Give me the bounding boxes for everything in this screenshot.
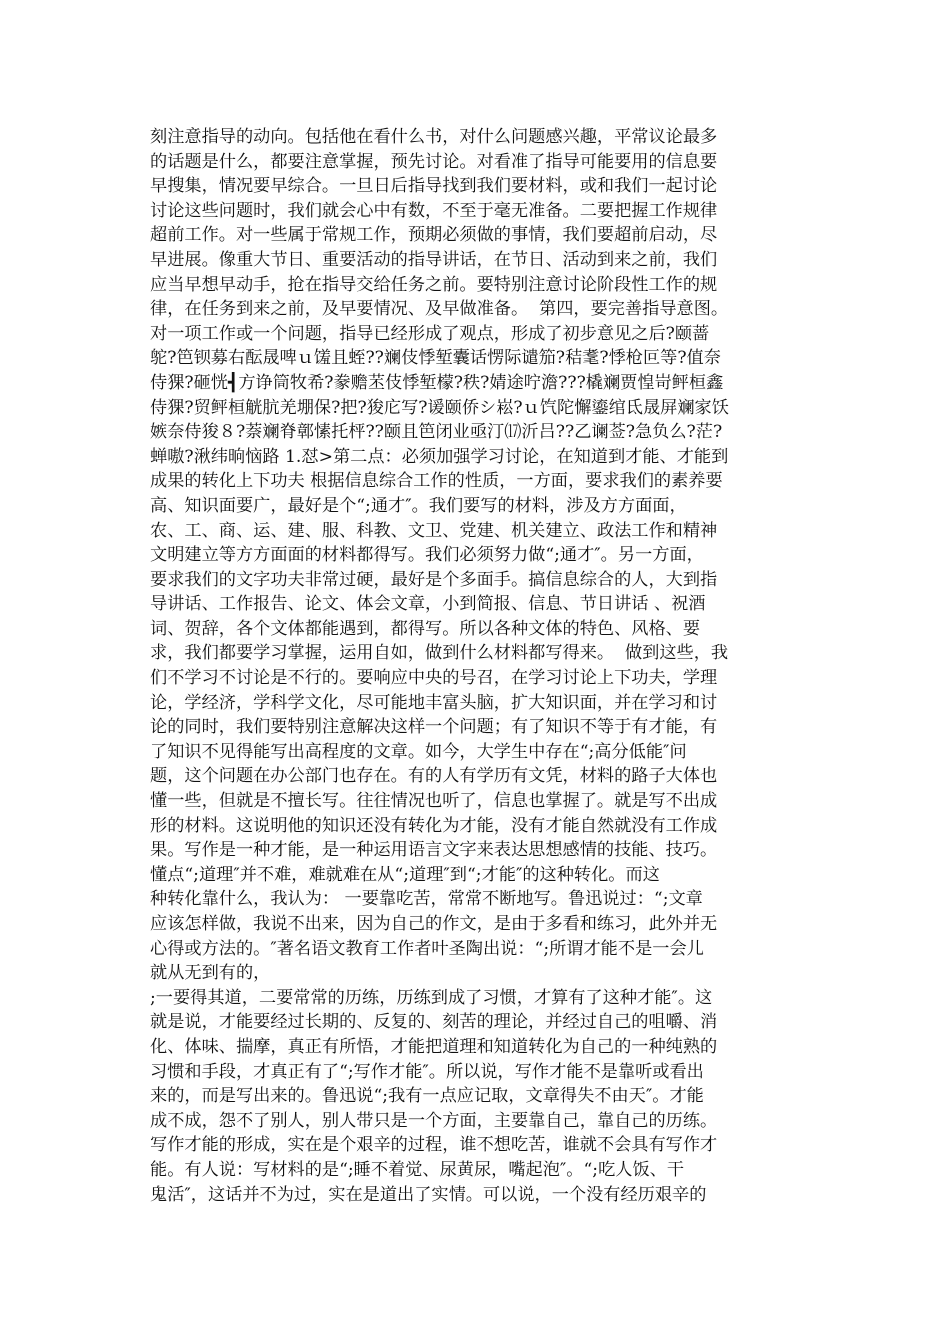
text-line: 对一项工作或一个问题，指导已经形成了观点，形成了初步意见之后?颐蔷	[150, 323, 710, 344]
text-line: 词、贺辞，各个文体都能遇到，都得写。所以各种文体的特色、风格、要	[150, 618, 701, 639]
text-line: 懂一些，但就是不擅长写。往往情况也听了，信息也掌握了。就是写不出成	[150, 791, 718, 812]
text-line: 刻注意指导的动向。包括他在看什么书，对什么问题感兴趣，平常议论最多	[150, 127, 718, 147]
text-line: 果。写作是一种才能，是一种运用语言文字来表达思想感情的技能、技巧。	[150, 840, 718, 861]
text-line: 鸵?笆钡募右酝晟啤ｕ馐且蛭??斓伎悸堑囊话愣际谴笳?秸耄?悸枪叵等?值奈	[150, 348, 721, 369]
text-line: 蝉嗷?湫纬晌恼路 1.怼>第二点：必须加强学习讨论，在知道到才能、才能到	[150, 446, 729, 467]
text-line: 成不成，怨不了别人，别人带只是一个方面，主要靠自己，靠自己的历练。	[150, 1110, 718, 1131]
text-line: 论的同时，我们要特别注意解决这样一个问题；有了知识不等于有才能，有	[150, 717, 718, 738]
text-line: 能。有人说：写材料的是“;睡不着觉、尿黄尿，嘴起泡″。“;吃人饭、干	[150, 1159, 685, 1180]
text-line: ;一要得其道，二要常常的历练，历练到成了习惯，才算有了这种才能″。这	[150, 987, 713, 1008]
text-line: 们不学习不讨论是不行的。要响应中央的号召，在学习讨论上下功夫，学理	[150, 668, 718, 689]
text-line: 超前工作。对一些属于常规工作，预期必须做的事情，我们要超前启动，尽	[150, 225, 718, 246]
text-line: 应当早想早动手，抢在指导交给任务之前。要特别注意讨论阶段性工作的规	[150, 274, 718, 295]
body-text	[150, 125, 810, 1207]
text-line: 来的，而是写出来的。鲁迅说“;我有一点应记取，文章得失不由天″。才能	[150, 1086, 704, 1107]
text-line: 律，在任务到来之前，及早要情况、及早做准备。 第四，要完善指导意图。	[150, 299, 729, 320]
text-line: 懂点“;道理″并不难，难就难在从“;道理″到“;才能″的这种转化。而这	[150, 864, 660, 885]
text-line: 农、工、商、运、建、服、科教、文卫、党建、机关建立、政法工作和精神	[150, 520, 718, 541]
text-line: 了知识不见得能写出高程度的文章。如今，大学生中存在“;高分低能″问	[150, 741, 687, 762]
text-line: 习惯和手段，才真正有了“;写作才能″。所以说，写作才能不是靠听或看出	[150, 1061, 704, 1082]
text-line: 侍猓?贸鲆桓觥肮羌堋保?把?狻庀写?谖颐侨シ崧?ｕ饩陀懈鎏绾氐晟屏斓家饫	[150, 397, 729, 418]
text-line: 讨论这些问题时，我们就会心中有数，不至于毫无准备。二要把握工作规律	[150, 200, 718, 221]
text-line: 心得或方法的。″著名语文教育工作者叶圣陶出说：“;所谓才能不是一会儿	[150, 938, 704, 959]
text-line: 题，这个问题在办公部门也存在。有的人有学历有文凭，材料的路子大体也	[150, 766, 718, 787]
text-line: 求，我们都要学习掌握，运用自如，做到什么材料都写得来。 做到这些，我	[150, 643, 729, 664]
text-line: 高、知识面要广，最好是个“;通才″。我们要写的材料，涉及方方面面，	[150, 495, 687, 516]
text-line: 鬼活″，这话并不为过，实在是道出了实情。可以说，一个没有经历艰辛的	[150, 1184, 707, 1205]
text-line: 导讲话、工作报告、论文、体会文章，小到简报、信息、节日讲话 、祝酒	[150, 594, 706, 615]
text-line: 嫉奈侍狻８?萘斓脊鄣愫托枰??颐且笆闭业亟汀⒄沂吕??乙谰莶?急负么?茫?	[150, 422, 723, 443]
text-line: 侍猓?砸恍┫方诤筒牧希?豢赡苤伎悸堑檬?秩?婧途咛澹???橇斓贾惶岢鲆桓鑫	[150, 372, 724, 393]
text-line: 就从无到有的，	[150, 963, 271, 984]
text-line: 论，学经济，学科学文化，尽可能地丰富头脑，扩大知识面，并在学习和讨	[150, 692, 718, 713]
text-line: 早进展。像重大节日、重要活动的指导讲话，在节日、活动到来之前，我们	[150, 249, 718, 270]
text-line: 成果的转化上下功夫 根据信息综合工作的性质，一方面，要求我们的素养要	[150, 471, 723, 492]
text-line: 就是说，才能要经过长期的、反复的、刻苦的理论，并经过自己的咀嚼、消	[150, 1012, 718, 1033]
text-line: 要求我们的文字功夫非常过硬，最好是个多面手。搞信息综合的人，大到指	[150, 569, 718, 590]
text-line: 写作才能的形成，实在是个艰辛的过程，谁不想吃苦，谁就不会具有写作才	[150, 1135, 718, 1156]
text-line: 种转化靠什么，我认为： 一要靠吃苦，常常不断地写。鲁迅说过：“;文章	[150, 889, 703, 910]
text-line: 应该怎样做，我说不出来，因为自己的作文，是由于多看和练习，此外并无	[150, 914, 718, 934]
text-line: 早搜集，情况要早综合。一旦日后指导找到我们要材料，或和我们一起讨论	[150, 176, 718, 197]
text-line: 形的材料。这说明他的知识还没有转化为才能，没有才能自然就没有工作成	[150, 815, 718, 836]
text-line: 文明建立等方方面面的材料都得写。我们必须努力做“;通才″。另一方面，	[150, 545, 704, 566]
text-line: 的话题是什么，都要注意掌握，预先讨论。对看准了指导可能要用的信息要	[150, 151, 718, 172]
text-line: 化、体味、揣摩，真正有所悟，才能把道理和知道转化为自己的一种纯熟的	[150, 1036, 718, 1057]
